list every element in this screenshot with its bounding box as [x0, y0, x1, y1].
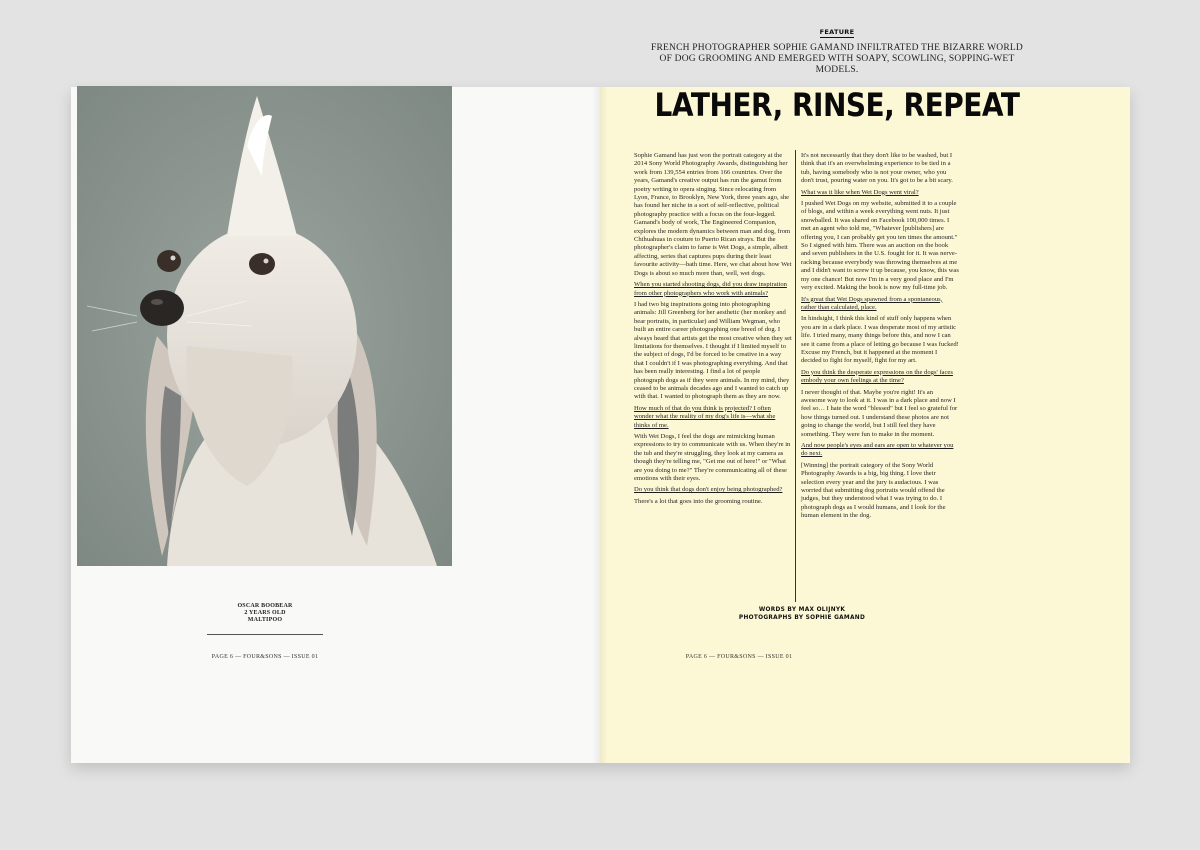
spread-gutter	[592, 87, 608, 763]
article-headline: LATHER, RINSE, REPEAT	[654, 86, 1020, 124]
folio-left: PAGE 6 — FOUR&SONS — ISSUE 01	[211, 654, 319, 660]
credit-words: WORDS BY MAX OLIJNYK	[758, 607, 846, 613]
interview-question: And now people's eyes and ears are open to whatever you do next.	[801, 442, 954, 458]
body-paragraph: Sophie Gamand has just won the portrait category at the 2014 Sony World Photography Awards, distinguishing her work from 139,554 entries from 166 countries. Over the years, Gamand's creative output has run the gamut from poetry writing to opera singing. Since relocating from Lyon, France, to Brooklyn, New York, three years ago, she has found her niche in a sort of self-reflective, political photography practice with a focus on the four-legged. Gamand's body of work, The Engineered Companion, explores the modern dynamics between man and dog, from Chihuahuas in couture to Puerto Rican strays. But the photographer's claim to fame is Wet Dogs, a simple, albeit affecting, series that captures pups during their least favourite activity—bath time. Here, we chat about how Wet Dogs is about so much more than, well, wet dogs.	[634, 152, 792, 277]
body-paragraph: In hindsight, I think this kind of stuff only happens when you are in a dark place. I was desperate most of my artistic life. I tried many, many things before this, and now I can see it came from a place of letting go because I was fucked! Excuse my French, but it happened at the moment I decided to fight for myself, fight for my art.	[801, 315, 959, 365]
body-paragraph: There's a lot that goes into the grooming routine.	[634, 497, 763, 505]
interview-question: When you started shooting dogs, did you draw inspiration from other photographers who work with animals?	[634, 281, 787, 297]
wet-dog-illustration	[77, 86, 452, 566]
interview-question: How much of that do you think is projected? I often wonder what the reality of my dog's life is—what she thinks of me.	[634, 404, 776, 429]
body-paragraph: I pushed Wet Dogs on my website, submitted it to a couple of blogs, and within a week everything went nuts. It just snowballed. It was shared on Facebook 100,000 times. I met an agent who told me, "Whatever [publishers] are offering you, I can probably get you ten times the amount." So I signed with him. There was an auction on the book and seven publishers in the U.S. fought for it. It was nerve-racking because everybody was throwing themselves at me and I didn't want to screw it up because, you know, this was my one chance! But now I'm in a very good place and I'm very excited. Making the book is now my full-time job.	[801, 200, 959, 292]
body-paragraph: It's not necessarily that they don't like to be washed, but I think that it's an overwhelming experience to be tied in a tub, having somebody who is not your owner, who you don't trust, pouring water on you. It's got to be a bit scary.	[801, 152, 953, 185]
column-divider	[795, 150, 796, 602]
article-column-1	[634, 152, 792, 509]
section-kicker	[800, 28, 874, 36]
article-column-2	[801, 152, 959, 524]
dog-photograph	[77, 86, 452, 566]
caption-breed: MALTIPOO	[247, 617, 283, 623]
interview-question: It's great that Wet Dogs spawned from a spontaneous, rather than calculated, place.	[801, 295, 943, 311]
interview-question: What was it like when Wet Dogs went viral?	[801, 188, 919, 196]
interview-question: Do you think the desperate expressions on the dogs' faces embody your own feelings at the time?	[801, 368, 953, 385]
body-paragraph: I had two big inspirations going into photographing animals: Jill Greenberg for her aesthetic (her monkey and bear portraits, in particular) and William Wegman, who built an entire career photographing one breed of dog. I always heard that artists get the most creative when they set limitations for themselves. I thought if I limited myself to the subject of dogs, I'd be forced to be creative in a way that I couldn't if I was photographing everything. And that has been really interesting. I find a lot of people photograph dogs as if they were animals. In my mind, they ceased to be animals decades ago and I wanted to catch up with that. I wanted to photograph them as they are now.	[634, 300, 792, 401]
caption-name: OSCAR BOOBEAR	[237, 603, 293, 609]
body-paragraph: [Winning] the portrait category of the Sony World Photography Awards is a big, big thing. I love their selection every year and the jury is audacious. I was worried that submitting dog portraits would offend the judges, but they understood what I was trying to do. I photograph dogs as I would humans, and I look for the human element in the dog.	[801, 461, 946, 520]
caption-age: 2 YEARS OLD	[244, 610, 286, 616]
body-paragraph: With Wet Dogs, I feel the dogs are mimicking human expressions to try to communicate with us. When they're in the tub and they're struggling, they look at my camera as though they're telling me, "Get me out of here!" or "What are you doing to me?" They're communicating all of these emotions with their eyes.	[634, 433, 791, 483]
interview-question: Do you think that dogs don't enjoy being photographed?	[634, 486, 783, 494]
photo-caption	[190, 603, 340, 624]
body-paragraph: I never thought of that. Maybe you're right! It's an awesome way to look at it. I was in a dark place and now I feel so… I hate the word "blessed" but I feel so grateful for how things turned out. I understand these photos are not going to change the world, but I still feel they have something. They were fun to make in the moment.	[801, 388, 958, 438]
credit-photos: PHOTOGRAPHS BY SOPHIE GAMAND	[738, 615, 866, 621]
article-credits	[700, 606, 904, 622]
kicker-label: FEATURE	[819, 28, 855, 36]
article-deck: FRENCH PHOTOGRAPHER SOPHIE GAMAND INFILTRATED THE BIZARRE WORLD OF DOG GROOMING AND EMERGED WITH SOAPY, SCOWLING, SOPPING-WET MODELS.	[651, 43, 1023, 75]
folio-right: PAGE 6 — FOUR&SONS — ISSUE 01	[685, 654, 793, 660]
caption-divider	[207, 634, 323, 635]
